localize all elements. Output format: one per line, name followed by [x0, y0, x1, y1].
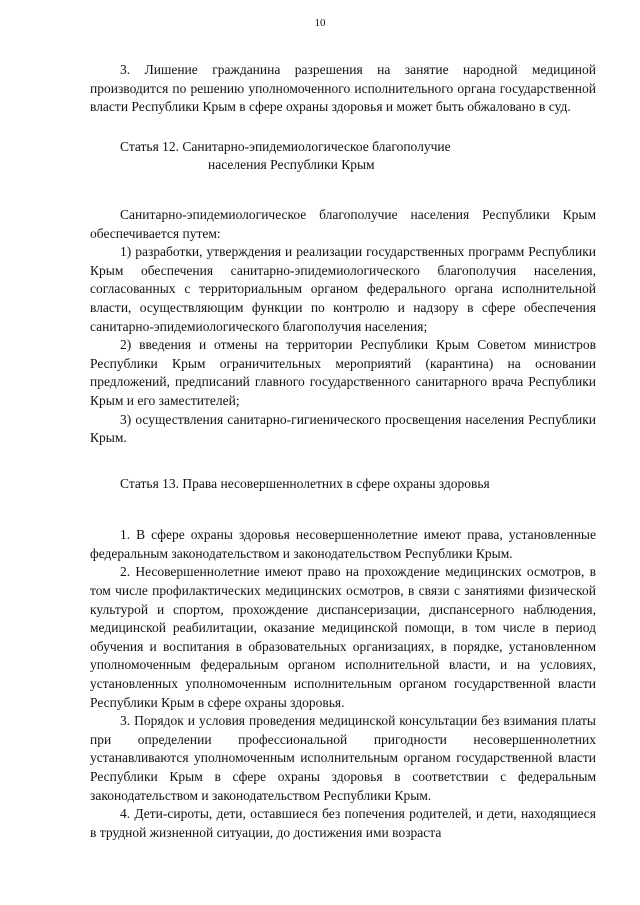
article-12-item-3: 3) осуществления санитарно-гигиенического просвещения населения Республики Крым.: [90, 411, 596, 446]
paragraph-revocation: 3. Лишение гражданина разрешения на занятие народной медициной производится по решению уполномоченного исполнительного органа государственной власти Республики Крым в сфере охраны здоровья и может быть обжаловано в суд.: [90, 62, 596, 115]
article-12-item-1: 1) разработки, утверждения и реализации государственных программ Республики Крым обеспечения санитарно-эпидемиологического благополучия населения, согласованных с территориальным органом федерального органа исполнительной власти, осуществляющим функции по контролю и надзору в сфере обеспечения санитарно-эпидемиологического благополучия населения;: [90, 244, 596, 334]
article-12-item-2: 2) введения и отмены на территории Республики Крым Советом министров Республики Крым ограничительных мероприятий (карантина) на основании предложений, предписаний главного государственного санитарного врача Республики Крым и его заместителей;: [90, 337, 596, 408]
article-12-title: [90, 138, 596, 175]
page-content: [90, 61, 596, 842]
page-number: 10: [314, 17, 326, 29]
article-13-paragraph-4: 4. Дети-сироты, дети, оставшиеся без попечения родителей, и дети, находящиеся в трудной жизненной ситуации, до достижения ими возраста: [90, 806, 596, 840]
article-13-paragraph-3: 3. Порядок и условия проведения медицинской консультации без взимания платы при определении профессиональной пригодности несовершеннолетних устанавливаются уполномоченным исполнительным органом государственной власти Республики Крым в сфере охраны здоровья в соответствии с федеральным законодательством и законодательством Республики Крым.: [90, 713, 596, 803]
article-12-title-line1: Статья 12. Санитарно-эпидемиологическое благополучие: [120, 138, 451, 154]
article-13-paragraph-2: 2. Несовершеннолетние имеют право на прохождение медицинских осмотров, в том числе профилактических медицинских осмотров, в связи с занятиями физической культурой и спортом, прохождение диспансеризации, диспансерного наблюдения, медицинской реабилитации, оказание медицинской помощи, в том числе в период обучения и воспитания в образовательных организациях, в порядке, установленном уполномоченным федеральным органом исполнительной власти, и на условиях, установленных уполномоченным исполнительным органом государственной власти Республики Крым в сфере охраны здоровья.: [90, 564, 596, 710]
article-13-paragraph-1: 1. В сфере охраны здоровья несовершеннолетние имеют права, установленные федеральным законодательством и законодательством Республики Крым.: [90, 527, 596, 561]
article-12-title-line2: населения Республики Крым: [208, 157, 375, 173]
article-12-intro: Санитарно-эпидемиологическое благополучие населения Республики Крым обеспечивается путем:: [90, 206, 596, 241]
article-13-title: Статья 13. Права несовершеннолетних в сфере охраны здоровья: [120, 475, 490, 491]
